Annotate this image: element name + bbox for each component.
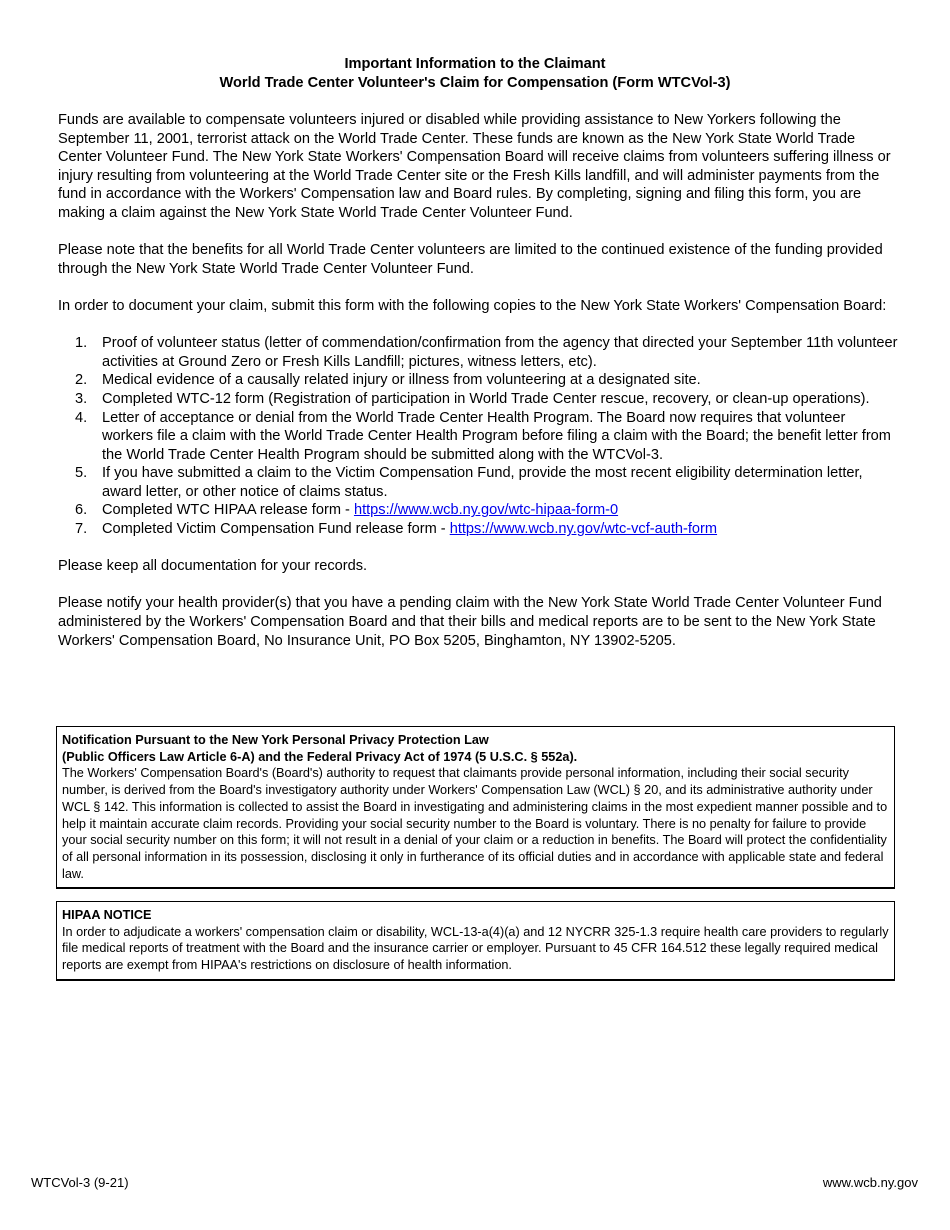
- list-item: [58, 464, 900, 501]
- list-item-number: 6.: [75, 502, 88, 519]
- main-content: [58, 111, 900, 669]
- list-item-number: 5.: [75, 465, 88, 482]
- footer-form-id: WTCVol-3 (9-21): [31, 1175, 129, 1190]
- list-item-text: Letter of acceptance or denial from the World Trade Center Health Program. The Board now requires that volunteer workers file a claim with the World Trade Center Health Program before filing a claim with the Board; the benefit letter from the World Trade Center Health Program should be submitted along with the WTCVol-3.: [102, 409, 891, 463]
- list-item-number: 7.: [75, 521, 88, 538]
- list-item-number: 1.: [75, 335, 88, 352]
- closing-paragraph-1: Please keep all documentation for your records.: [58, 558, 368, 575]
- list-item: [58, 409, 900, 465]
- footer-website: www.wcb.ny.gov: [822, 1175, 918, 1190]
- list-item-number: 4.: [75, 409, 88, 426]
- title-line-2: World Trade Center Volunteer's Claim for Compensation (Form WTCVol-3): [219, 75, 731, 91]
- privacy-notice-box: [56, 726, 895, 889]
- list-item: [58, 501, 900, 520]
- intro-paragraph-1: Funds are available to compensate volunteers injured or disabled while providing assistance to New Yorkers following the September 11, 2001, terrorist attack on the World Trade Center. These funds are known as the New York State World Trade Center Volunteer Fund. The New York State Workers' Compensation Board will receive claims from volunteers suffering illness or injury resulting from volunteering at the World Trade Center site or the Fresh Kills landfill, and will administer payments from the fund in accordance with the Workers' Compensation law and Board rules. By completing, signing and filing this form, you are making a claim against the New York State World Trade Center Volunteer Fund.: [58, 112, 891, 221]
- list-item-text: Medical evidence of a causally related injury or illness from volunteering at a designated site.: [102, 372, 701, 389]
- hipaa-notice-body: In order to adjudicate a workers' compensation claim or disability, WCL-13-a(4)(a) and 12 NYCRR 325-1.3 require health care providers to regularly file medical reports of treatment with the Board and the insurance carrier or employer. Pursuant to 45 CFR 164.512 these legally required medical reports are exempt from HIPAA's restrictions on disclosure of health information.: [62, 924, 889, 973]
- vcf-release-form-link[interactable]: https://www.wcb.ny.gov/wtc-vcf-auth-form: [449, 521, 718, 538]
- list-item: [58, 371, 900, 390]
- requirements-list: [58, 334, 900, 539]
- hipaa-notice-box: [56, 901, 895, 981]
- closing-paragraph-2: Please notify your health provider(s) that you have a pending claim with the New York State World Trade Center Volunteer Fund administered by the Workers' Compensation Board and that their bills and medical reports are to be sent to the New York State Workers' Compensation Board, No Insurance Unit, PO Box 5205, Binghamton, NY 13902-5205.: [58, 595, 882, 649]
- list-item-text: If you have submitted a claim to the Victim Compensation Fund, provide the most recent eligibility determination letter, award letter, or other notice of claims status.: [102, 465, 863, 500]
- list-item-number: 3.: [75, 390, 88, 407]
- list-item-number: 2.: [75, 372, 88, 389]
- title-line-1: Important Information to the Claimant: [344, 56, 606, 72]
- privacy-notice-heading-line-2: (Public Officers Law Article 6-A) and the Federal Privacy Act of 1974 (5 U.S.C. § 552a).: [62, 749, 578, 764]
- list-item: [58, 334, 900, 371]
- hipaa-notice-heading: HIPAA NOTICE: [62, 908, 152, 922]
- page-title: [0, 55, 950, 93]
- list-item: [58, 520, 900, 539]
- list-item-text: Completed WTC HIPAA release form -: [102, 502, 354, 519]
- list-item: [58, 390, 900, 409]
- list-item-text: Completed Victim Compensation Fund release form -: [102, 521, 450, 538]
- privacy-notice-body: The Workers' Compensation Board's (Board's) authority to request that claimants provide personal information, including their social security number, is derived from the Board's investigatory authority under Workers' Compensation Law (WCL) § 20, and its administrative authority under WCL § 142. This information is collected to assist the Board in investigating and administering claims in the most expedient manner possible and to help it maintain accurate claim records. Providing your social security number to the Board is voluntary. There is no penalty for failure to provide your social security number on this form; it will not result in a denial of your claim or a reduction in benefits. The Board will protect the confidentiality of all personal information in its possession, disclosing it only in furtherance of its official duties and in accordance with applicable state and federal law.: [62, 766, 888, 881]
- list-item-text: Proof of volunteer status (letter of commendation/confirmation from the agency that directed your September 11th volunteer activities at Ground Zero or Fresh Kills Landfill; pictures, witness letters, etc).: [102, 335, 898, 370]
- intro-paragraph-3: In order to document your claim, submit this form with the following copies to the New York State Workers' Compensation Board:: [58, 297, 887, 314]
- hipaa-release-form-link[interactable]: https://www.wcb.ny.gov/wtc-hipaa-form-0: [353, 502, 619, 519]
- privacy-notice-heading-line-1: Notification Pursuant to the New York Personal Privacy Protection Law: [62, 733, 489, 747]
- list-item-text: Completed WTC-12 form (Registration of participation in World Trade Center rescue, recovery, or clean-up operations).: [102, 390, 870, 407]
- intro-paragraph-2: Please note that the benefits for all World Trade Center volunteers are limited to the continued existence of the funding provided through the New York State World Trade Center Volunteer Fund.: [58, 242, 883, 277]
